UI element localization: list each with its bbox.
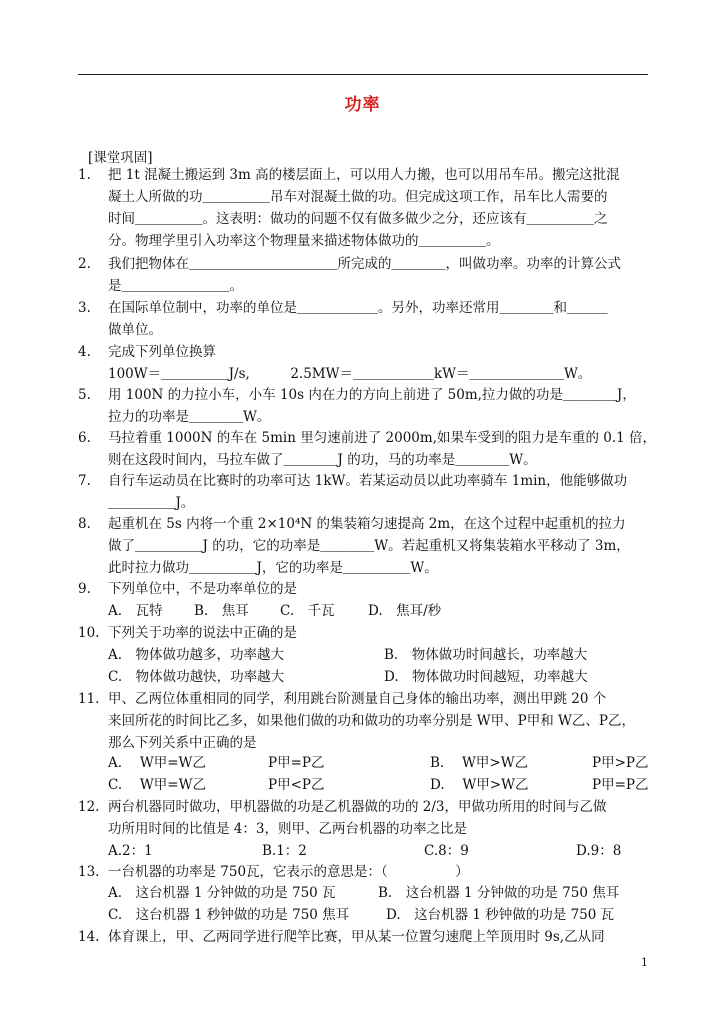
option-c: C. 这台机器 1 秒钟做的功是 750 焦耳 [108,907,350,923]
question-number: 3. [78,300,91,316]
question-line: 是＿＿＿＿＿＿＿＿。 [108,278,243,294]
question-line: 则在这段时间内，马拉车做了＿＿＿＿J 的功，马的功率是＿＿＿＿W。 [108,452,537,468]
option-b: B. 这台机器 1 分钟做的功是 750 焦耳 [378,885,620,901]
option-a: A. W甲=W乙 [108,755,206,771]
question-line: 那么下列关系中正确的是 [108,735,257,751]
question-line: 自行车运动员在比赛时的功率可达 1kW。若某运动员以此功率骑车 1min，他能够做功 [108,473,628,489]
question-8 [108,513,653,579]
question-line: 功所用时间的比值是 4：3，则甲、乙两台机器的功率之比是 [108,821,467,837]
question-1 [108,164,653,252]
option-a: A. 瓦特 [108,603,163,619]
question-12 [108,796,653,840]
header-rule [78,74,648,75]
question-2 [108,253,653,297]
option-c: C. W甲=W乙 [108,777,206,793]
page-title: 功率 [344,95,381,115]
question-line: 下列单位中，不是功率单位的是 [108,581,297,597]
option-a: A. 这台机器 1 分钟做的功是 750 瓦 [108,885,336,901]
question-line: 甲、乙两位体重相同的同学，利用跳台阶测量自己身体的输出功率，测出甲跳 20 个 [108,691,607,707]
question-number: 2. [78,256,91,272]
question-number: 13. [78,864,100,880]
question-number: 6. [78,430,91,446]
question-line: 体育课上，甲、乙两同学进行爬竿比赛，甲从某一位置匀速爬上竿顶用时 9s,乙从同 [108,929,605,945]
question-5 [108,384,653,428]
option-c: C.8：9 [424,843,469,859]
question-number: 11. [78,691,100,707]
question-line: 用 100N 的力拉小车，小车 10s 内在力的方向上前进了 50m,拉力做的功是＿＿＿＿J， [108,387,636,403]
question-line: 在国际单位制中，功率的单位是＿＿＿＿＿＿。另外，功率还常用＿＿＿＿和＿＿＿ [108,300,608,316]
option-c: C. 千瓦 [280,603,335,619]
option-d: D. 物体做功时间越短，功率越大 [384,669,588,685]
option-b-power: P甲>P乙 [592,755,649,771]
question-line: 100W＝＿＿＿＿＿J/s, 2.5MW＝＿＿＿＿＿＿kW＝＿＿＿＿＿＿＿W。 [108,366,592,382]
question-number: 12. [78,799,100,815]
question-line: 时间＿＿＿＿＿。这表明：做功的问题不仅有做多做少之分，还应该有＿＿＿＿＿之 [108,211,608,227]
question-line: 下列关于功率的说法中正确的是 [108,625,297,641]
question-line: 做了＿＿＿＿＿J 的功，它的功率是＿＿＿＿W。若起重机又将集装箱水平移动了 3m， [108,538,630,554]
question-line: 凝土人所做的功＿＿＿＿＿吊车对混凝土做的功。但完成这项工作，吊车比人需要的 [108,189,608,205]
question-line: 完成下列单位换算 [108,344,216,360]
option-d: D. W甲>W乙 [430,777,529,793]
question-4 [108,341,653,385]
option-b: B. W甲>W乙 [430,755,529,771]
question-number: 8. [78,516,91,532]
option-d: D. 焦耳/秒 [368,603,442,619]
page-number: 1 [641,956,648,969]
option-b: B. 焦耳 [194,603,249,619]
question-line: 此时拉力做功＿＿＿＿＿J，它的功率是＿＿＿＿＿W。 [108,560,438,576]
option-d: D. 这台机器 1 秒钟做的功是 750 瓦 [386,907,615,923]
option-d-power: P甲=P乙 [592,777,649,793]
question-line: 做单位。 [108,322,162,338]
question-line: 起重机在 5s 内将一个重 2×10⁴N 的集装箱匀速提高 2m，在这个过程中起重机的拉力 [108,516,626,532]
question-11 [108,688,653,754]
question-number: 1. [78,167,91,183]
option-a: A. 物体做功越多，功率越大 [108,647,285,663]
question-3 [108,297,653,341]
question-line: 我们把物体在＿＿＿＿＿＿＿＿＿＿＿所完成的＿＿＿＿，叫做功率。功率的计算公式 [108,256,621,272]
option-a-power: P甲=P乙 [268,755,325,771]
question-line: 来回所花的时间比乙多，如果他们做的功和做功的功率分别是 W甲、P甲和 W乙、P乙， [108,713,635,729]
option-b: B. 物体做功时间越长，功率越大 [384,647,588,663]
question-number: 4. [78,344,91,360]
option-c-power: P甲<P乙 [268,777,325,793]
option-d: D.9：8 [576,843,622,859]
section-heading: [课堂巩固] [88,150,153,166]
question-line: 一台机器的功率是 750瓦，它表示的意思是：（ ） [108,864,469,880]
question-line: ＿＿＿＿＿J。 [108,495,195,511]
option-c: C. 物体做功越快，功率越大 [108,669,285,685]
question-6 [108,427,657,471]
question-line: 分。物理学里引入功率这个物理量来描述物体做功的＿＿＿＿＿。 [108,233,500,249]
question-line: 马拉着重 1000N 的车在 5min 里匀速前进了 2000m,如果车受到的阻力是车重的 0.1 倍， [108,430,657,446]
question-number: 7. [78,473,91,489]
question-number: 9. [78,581,91,597]
option-a: A.2：1 [108,843,153,859]
question-line: 两台机器同时做功，甲机器做的功是乙机器做的功的 2/3，甲做功所用的时间与乙做 [108,799,607,815]
question-7 [108,470,653,514]
question-10 [108,622,653,644]
question-number: 10. [78,625,100,641]
question-line: 把 1t 混凝土搬运到 3m 高的楼层面上，可以用人力搬，也可以用吊车吊。搬完这批混 [108,167,620,183]
question-line: 拉力的功率是＿＿＿＿W。 [108,409,271,425]
question-14 [108,926,653,948]
question-number: 5. [78,387,91,403]
question-number: 14. [78,929,100,945]
question-13 [108,861,653,883]
question-9 [108,578,653,600]
option-b: B.1：2 [262,843,307,859]
